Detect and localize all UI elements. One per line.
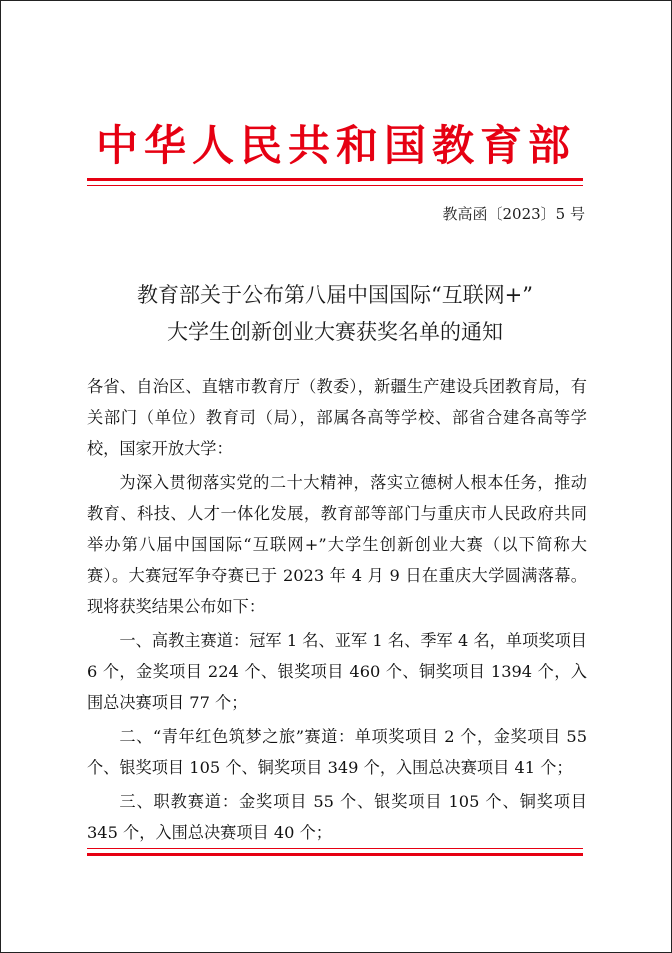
salutation-paragraph: 各省、自治区、直辖市教育厅（教委），新疆生产建设兵团教育局，有关部门（单位）教育司（局），部属各高等学校、部省合建各高等学校，国家开放大学：	[87, 377, 587, 458]
footer-rule-thick	[87, 853, 583, 856]
intro-paragraph: 为深入贯彻落实党的二十大精神，落实立德树人根本任务，推动教育、科技、人才一体化发展，教育部等部门与重庆市人民政府共同举办第八届中国国际“互联网+”大学生创新创业大赛（以下简称大赛）。大赛冠军争夺赛已于 2023 年 4 月 9 日在重庆大学圆满落幕。现将获奖结果公布如下：	[87, 473, 587, 616]
document-title-line-1: 教育部关于公布第八届中国国际“互联网+”	[136, 283, 534, 307]
document-number: 教高函〔2023〕5 号	[442, 205, 585, 223]
award-item-higher-education: 一、高教主赛道：冠军 1 名、亚军 1 名、季军 4 名，单项奖项目 6 个，金奖项目 224 个、银奖项目 460 个、铜奖项目 1394 个，入围总决赛项目 77 个；	[87, 631, 587, 712]
document-body	[87, 371, 587, 851]
ministry-header: 中华人民共和国教育部	[95, 121, 576, 170]
award-item-vocational: 三、职教赛道：金奖项目 55 个、银奖项目 105 个、铜奖项目 345 个，入围总决赛项目 40 个；	[87, 792, 587, 842]
header-rule-thick	[87, 178, 583, 181]
award-item-red-dream-journey: 二、“青年红色筑梦之旅”赛道：单项奖项目 2 个，金奖项目 55 个、银奖项目 105 个、铜奖项目 349 个，入围总决赛项目 41 个；	[87, 727, 587, 777]
footer-rule-thin	[87, 848, 583, 849]
document-title	[87, 277, 583, 351]
document-title-line-2: 大学生创新创业大赛获奖名单的通知	[167, 320, 503, 344]
header-rule-thin	[87, 185, 583, 186]
